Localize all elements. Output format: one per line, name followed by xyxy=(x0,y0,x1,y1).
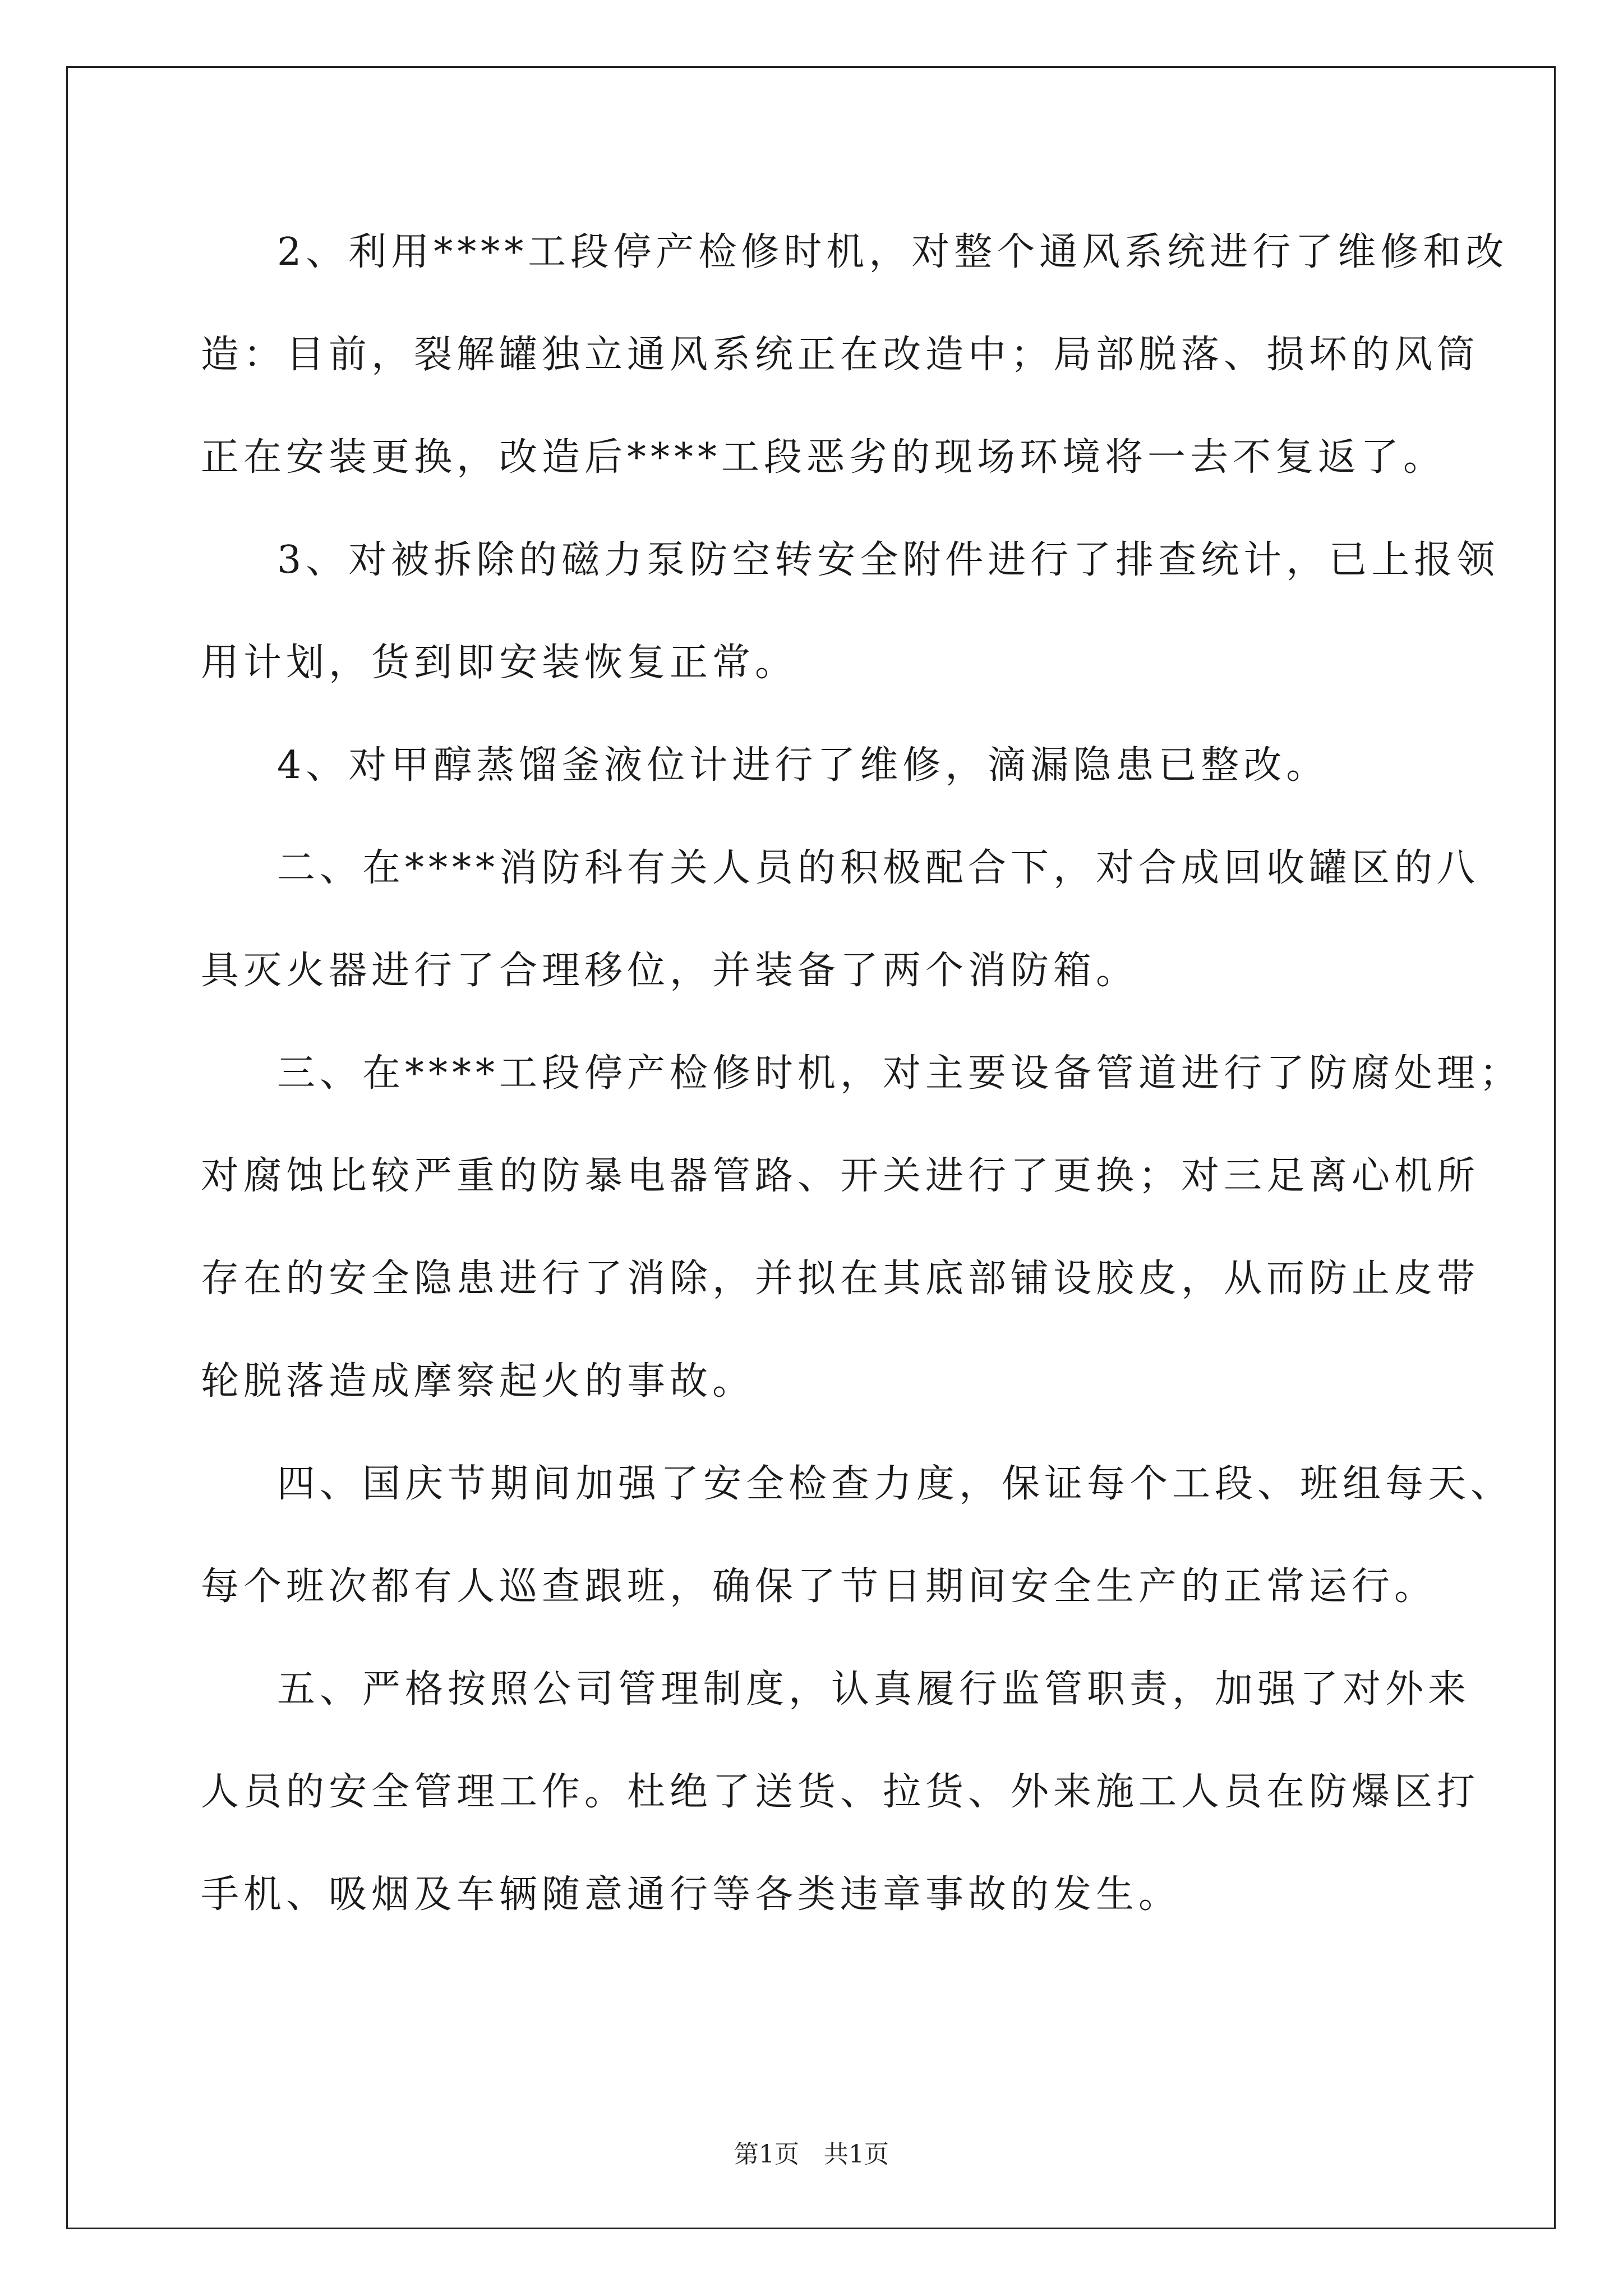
text-line: 3、对被拆除的磁力泵防空转安全附件进行了排查统计，已上报领 xyxy=(277,538,1500,582)
text-line: 三、在****工段停产检修时机，对主要设备管道进行了防腐处理； xyxy=(277,1051,1523,1096)
text-line: 手机、吸烟及车辆随意通行等各类违章事故的发生。 xyxy=(201,1872,1182,1917)
text-line: 四、国庆节期间加强了安全检查力度，保证每个工段、班组每天、 xyxy=(277,1462,1514,1506)
text-line: 具灭火器进行了合理移位，并装备了两个消防箱。 xyxy=(201,949,1139,993)
text-line: 对腐蚀比较严重的防暴电器管路、开关进行了更换；对三足离心机所 xyxy=(201,1154,1480,1198)
text-line: 用计划，货到即安装恢复正常。 xyxy=(201,641,798,685)
text-line: 五、严格按照公司管理制度，认真履行监管职责，加强了对外来 xyxy=(277,1667,1471,1711)
text-line: 造：目前，裂解罐独立通风系统正在改造中；局部脱落、损坏的风筒 xyxy=(201,333,1480,377)
text-line: 每个班次都有人巡查跟班，确保了节日期间安全生产的正常运行。 xyxy=(201,1565,1437,1609)
text-line: 正在安装更换，改造后****工段恶劣的现场环境将一去不复返了。 xyxy=(201,435,1446,480)
text-line: 4、对甲醇蒸馏釜液位计进行了维修，滴漏隐患已整改。 xyxy=(277,743,1329,788)
document-body xyxy=(201,213,1523,1958)
text-line: 2、利用****工段停产检修时机，对整个通风系统进行了维修和改 xyxy=(277,230,1509,274)
text-line: 存在的安全隐患进行了消除，并拟在其底部铺设胶皮，从而防止皮带 xyxy=(201,1257,1480,1301)
page-number-footer: 第1页 共1页 xyxy=(734,2140,889,2169)
text-line: 二、在****消防科有关人员的积极配合下，对合成回收罐区的八 xyxy=(277,846,1480,890)
text-line: 人员的安全管理工作。杜绝了送货、拉货、外来施工人员在防爆区打 xyxy=(201,1770,1480,1814)
text-line: 轮脱落造成摩察起火的事故。 xyxy=(201,1359,755,1404)
